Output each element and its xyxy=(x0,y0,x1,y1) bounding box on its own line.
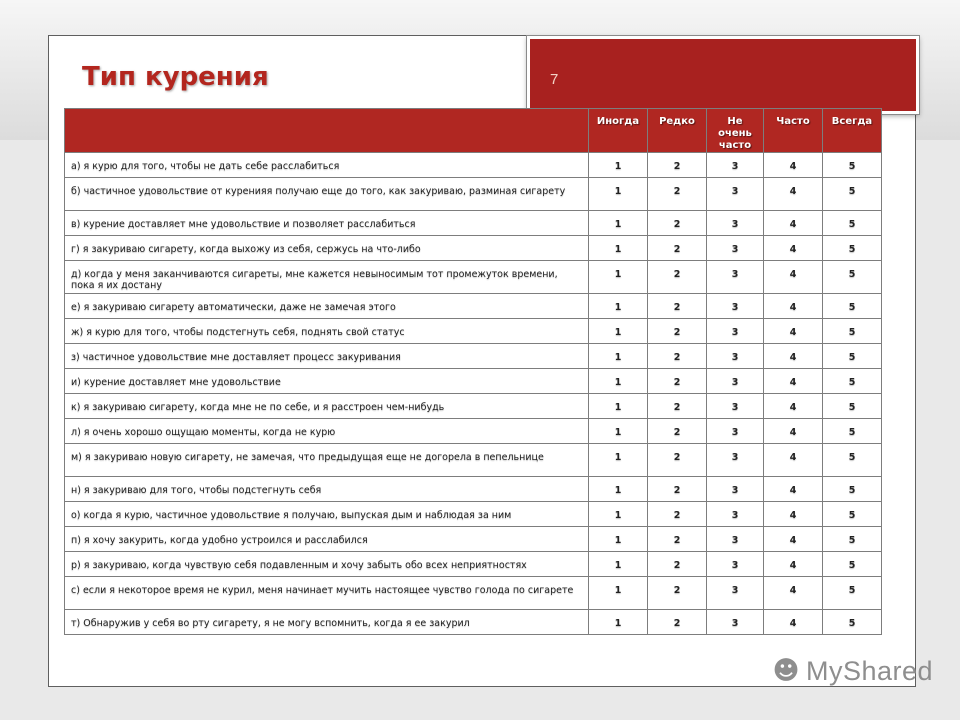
score-cell: 2 xyxy=(648,261,707,294)
table-row xyxy=(65,477,882,502)
column-header-often: Часто xyxy=(764,109,823,153)
score-cell: 2 xyxy=(648,502,707,527)
score-cell: 3 xyxy=(707,369,764,394)
statement-cell: д) когда у меня заканчиваются сигареты, мне кажется невыносимым тот промежуток времени, пока я их достану xyxy=(65,261,589,294)
score-cell: 2 xyxy=(648,552,707,577)
score-cell: 2 xyxy=(648,577,707,610)
table-row xyxy=(65,261,882,294)
table-body xyxy=(65,153,882,635)
score-cell: 4 xyxy=(764,610,823,635)
statement-cell: л) я очень хорошо ощущаю моменты, когда не курю xyxy=(65,419,589,444)
score-cell: 3 xyxy=(707,610,764,635)
table-row xyxy=(65,211,882,236)
score-cell: 4 xyxy=(764,394,823,419)
score-cell: 1 xyxy=(589,344,648,369)
table-header-row xyxy=(65,109,882,153)
score-cell: 5 xyxy=(823,419,882,444)
score-cell: 2 xyxy=(648,211,707,236)
score-cell: 5 xyxy=(823,236,882,261)
score-cell: 4 xyxy=(764,502,823,527)
statement-cell: и) курение доставляет мне удовольствие xyxy=(65,369,589,394)
column-header-not-often: Не очень часто xyxy=(707,109,764,153)
score-cell: 2 xyxy=(648,527,707,552)
score-cell: 3 xyxy=(707,319,764,344)
score-cell: 5 xyxy=(823,178,882,211)
score-cell: 1 xyxy=(589,178,648,211)
score-cell: 3 xyxy=(707,394,764,419)
score-cell: 3 xyxy=(707,419,764,444)
score-cell: 3 xyxy=(707,261,764,294)
table-row xyxy=(65,294,882,319)
statement-cell: м) я закуриваю новую сигарету, не замечая, что предыдущая еще не догорела в пепельнице xyxy=(65,444,589,477)
score-cell: 2 xyxy=(648,394,707,419)
score-cell: 4 xyxy=(764,577,823,610)
score-cell: 1 xyxy=(589,369,648,394)
score-cell: 4 xyxy=(764,294,823,319)
score-cell: 4 xyxy=(764,211,823,236)
score-cell: 5 xyxy=(823,369,882,394)
column-header-sometimes: Иногда xyxy=(589,109,648,153)
score-cell: 4 xyxy=(764,369,823,394)
score-cell: 3 xyxy=(707,294,764,319)
table-row xyxy=(65,552,882,577)
watermark-text: MyShared xyxy=(806,656,934,686)
statement-cell: п) я хочу закурить, когда удобно устроился и расслабился xyxy=(65,527,589,552)
score-cell: 4 xyxy=(764,477,823,502)
statement-cell: з) частичное удовольствие мне доставляет процесс закуривания xyxy=(65,344,589,369)
statement-cell: р) я закуриваю, когда чувствую себя подавленным и хочу забыть обо всех неприятностях xyxy=(65,552,589,577)
score-cell: 1 xyxy=(589,211,648,236)
statement-cell: к) я закуриваю сигарету, когда мне не по себе, и я расстроен чем-нибудь xyxy=(65,394,589,419)
score-cell: 5 xyxy=(823,477,882,502)
slide-number-tab xyxy=(527,36,919,114)
score-cell: 5 xyxy=(823,153,882,178)
table-row xyxy=(65,502,882,527)
score-cell: 3 xyxy=(707,444,764,477)
score-cell: 2 xyxy=(648,294,707,319)
column-header-rarely: Редко xyxy=(648,109,707,153)
score-cell: 2 xyxy=(648,477,707,502)
table-row xyxy=(65,444,882,477)
score-cell: 1 xyxy=(589,261,648,294)
score-cell: 3 xyxy=(707,552,764,577)
table-row xyxy=(65,610,882,635)
score-cell: 2 xyxy=(648,419,707,444)
smoking-type-table xyxy=(64,108,882,635)
score-cell: 2 xyxy=(648,444,707,477)
table-row xyxy=(65,236,882,261)
people-icon: ☻ xyxy=(772,656,800,686)
score-cell: 3 xyxy=(707,502,764,527)
score-cell: 1 xyxy=(589,444,648,477)
table-row xyxy=(65,153,882,178)
score-cell: 4 xyxy=(764,319,823,344)
score-cell: 4 xyxy=(764,344,823,369)
score-cell: 1 xyxy=(589,527,648,552)
statement-cell: о) когда я курю, частичное удовольствие я получаю, выпуская дым и наблюдая за ним xyxy=(65,502,589,527)
statement-cell: а) я курю для того, чтобы не дать себе расслабиться xyxy=(65,153,589,178)
score-cell: 4 xyxy=(764,527,823,552)
table-row xyxy=(65,369,882,394)
table-row xyxy=(65,419,882,444)
score-cell: 4 xyxy=(764,153,823,178)
statement-cell: ж) я курю для того, чтобы подстегнуть себя, поднять свой статус xyxy=(65,319,589,344)
score-cell: 1 xyxy=(589,394,648,419)
score-cell: 2 xyxy=(648,319,707,344)
statement-cell: в) курение доставляет мне удовольствие и позволяет расслабиться xyxy=(65,211,589,236)
score-cell: 4 xyxy=(764,178,823,211)
column-header-statement xyxy=(65,109,589,153)
score-cell: 3 xyxy=(707,577,764,610)
score-cell: 5 xyxy=(823,211,882,236)
watermark-logo xyxy=(768,654,934,690)
slide-number: 7 xyxy=(550,71,559,88)
score-cell: 4 xyxy=(764,444,823,477)
score-cell: 3 xyxy=(707,527,764,552)
score-cell: 2 xyxy=(648,236,707,261)
score-cell: 1 xyxy=(589,552,648,577)
score-cell: 2 xyxy=(648,344,707,369)
column-header-always: Всегда xyxy=(823,109,882,153)
score-cell: 5 xyxy=(823,294,882,319)
score-cell: 5 xyxy=(823,319,882,344)
table-row xyxy=(65,577,882,610)
score-cell: 2 xyxy=(648,178,707,211)
score-cell: 3 xyxy=(707,236,764,261)
table-row xyxy=(65,394,882,419)
score-cell: 1 xyxy=(589,577,648,610)
score-cell: 5 xyxy=(823,344,882,369)
score-cell: 3 xyxy=(707,344,764,369)
score-cell: 2 xyxy=(648,610,707,635)
score-cell: 1 xyxy=(589,153,648,178)
score-cell: 5 xyxy=(823,394,882,419)
score-cell: 1 xyxy=(589,419,648,444)
score-cell: 2 xyxy=(648,369,707,394)
score-cell: 3 xyxy=(707,178,764,211)
statement-cell: т) Обнаружив у себя во рту сигарету, я не могу вспомнить, когда я ее закурил xyxy=(65,610,589,635)
score-cell: 5 xyxy=(823,444,882,477)
score-cell: 4 xyxy=(764,236,823,261)
score-cell: 1 xyxy=(589,319,648,344)
statement-cell: б) частичное удовольствие от куренияя получаю еще до того, как закуриваю, разминая сигарету xyxy=(65,178,589,211)
score-cell: 3 xyxy=(707,211,764,236)
score-cell: 5 xyxy=(823,261,882,294)
score-cell: 5 xyxy=(823,552,882,577)
score-cell: 2 xyxy=(648,153,707,178)
score-cell: 1 xyxy=(589,610,648,635)
table-row xyxy=(65,344,882,369)
statement-cell: е) я закуриваю сигарету автоматически, даже не замечая этого xyxy=(65,294,589,319)
table-row xyxy=(65,319,882,344)
score-cell: 4 xyxy=(764,261,823,294)
table-row xyxy=(65,178,882,211)
table-row xyxy=(65,527,882,552)
statement-cell: с) если я некоторое время не курил, меня начинает мучить настоящее чувство голода по сигарете xyxy=(65,577,589,610)
score-cell: 3 xyxy=(707,153,764,178)
score-cell: 5 xyxy=(823,610,882,635)
score-cell: 5 xyxy=(823,502,882,527)
score-cell: 5 xyxy=(823,577,882,610)
statement-cell: г) я закуриваю сигарету, когда выхожу из себя, сержусь на что-либо xyxy=(65,236,589,261)
statement-cell: н) я закуриваю для того, чтобы подстегнуть себя xyxy=(65,477,589,502)
score-cell: 5 xyxy=(823,527,882,552)
score-cell: 1 xyxy=(589,477,648,502)
score-cell: 1 xyxy=(589,502,648,527)
score-cell: 4 xyxy=(764,552,823,577)
score-cell: 3 xyxy=(707,477,764,502)
page-title: Тип курения xyxy=(82,62,269,92)
score-cell: 1 xyxy=(589,236,648,261)
score-cell: 1 xyxy=(589,294,648,319)
score-cell: 4 xyxy=(764,419,823,444)
